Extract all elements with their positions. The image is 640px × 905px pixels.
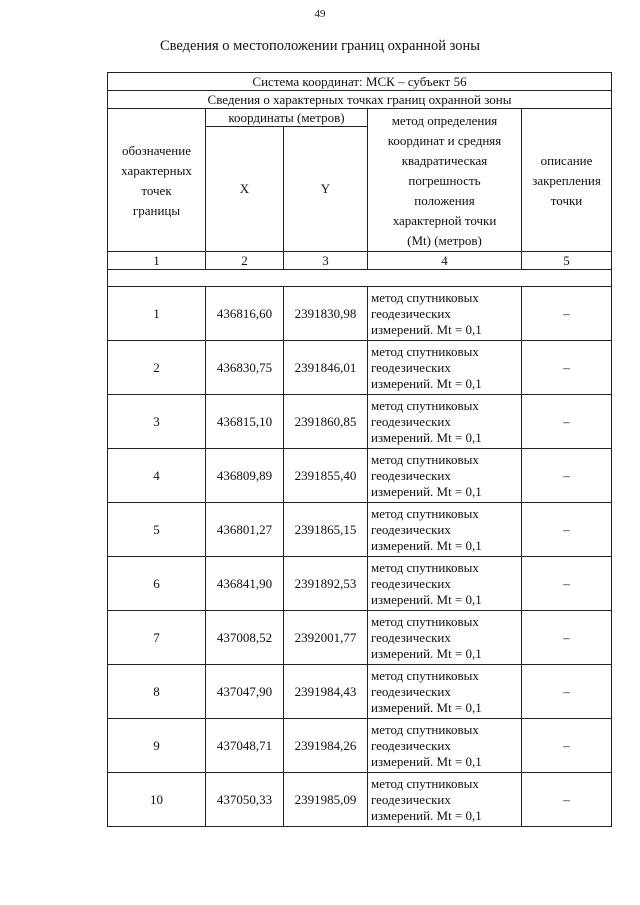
point-number: 10 bbox=[108, 773, 206, 827]
method-line: геодезических bbox=[371, 359, 451, 375]
method-line: метод спутниковых bbox=[371, 667, 479, 683]
header-point-line: обозначение bbox=[122, 143, 191, 158]
method-line: измерений. Mt = 0,1 bbox=[371, 483, 482, 499]
method-cell bbox=[368, 341, 522, 395]
header-row-1 bbox=[108, 109, 612, 127]
table-row bbox=[108, 395, 612, 449]
coord-y: 2391985,09 bbox=[284, 773, 368, 827]
point-number: 9 bbox=[108, 719, 206, 773]
coord-x: 437050,33 bbox=[206, 773, 284, 827]
coord-y: 2392001,77 bbox=[284, 611, 368, 665]
header-description-line: описание bbox=[540, 153, 593, 168]
point-number: 2 bbox=[108, 341, 206, 395]
description-cell: – bbox=[522, 449, 612, 503]
method-cell bbox=[368, 665, 522, 719]
method-line: измерений. Mt = 0,1 bbox=[371, 807, 482, 823]
coord-x: 436841,90 bbox=[206, 557, 284, 611]
column-number: 3 bbox=[284, 252, 368, 270]
description-cell: – bbox=[522, 719, 612, 773]
method-line: метод спутниковых bbox=[371, 559, 479, 575]
method-line: измерений. Mt = 0,1 bbox=[371, 375, 482, 391]
description-cell: – bbox=[522, 665, 612, 719]
header-y: Y bbox=[284, 127, 368, 252]
point-number: 3 bbox=[108, 395, 206, 449]
description-cell: – bbox=[522, 341, 612, 395]
method-cell bbox=[368, 395, 522, 449]
method-line: измерений. Mt = 0,1 bbox=[371, 645, 482, 661]
coord-x: 436830,75 bbox=[206, 341, 284, 395]
coord-y: 2391830,98 bbox=[284, 287, 368, 341]
document-title: Сведения о местоположении границ охранной зоны bbox=[159, 38, 480, 54]
description-cell: – bbox=[522, 557, 612, 611]
coord-y: 2391846,01 bbox=[284, 341, 368, 395]
table-row bbox=[108, 665, 612, 719]
coordinate-system-row bbox=[108, 73, 612, 91]
point-number: 6 bbox=[108, 557, 206, 611]
point-number: 4 bbox=[108, 449, 206, 503]
header-description-line: закрепления bbox=[532, 173, 601, 188]
table-row bbox=[108, 287, 612, 341]
column-number: 2 bbox=[206, 252, 284, 270]
header-point-line: точек bbox=[141, 183, 172, 198]
header-coords: координаты (метров) bbox=[206, 109, 368, 127]
method-line: метод спутниковых bbox=[371, 721, 479, 737]
method-line: метод спутниковых bbox=[371, 343, 479, 359]
coordinate-system-label: Система координат: МСК – субъект 56 bbox=[108, 73, 612, 91]
method-line: геодезических bbox=[371, 629, 451, 645]
description-cell: – bbox=[522, 611, 612, 665]
coord-x: 436801,27 bbox=[206, 503, 284, 557]
method-cell bbox=[368, 503, 522, 557]
header-point bbox=[108, 109, 206, 252]
method-line: измерений. Mt = 0,1 bbox=[371, 429, 482, 445]
method-line: измерений. Mt = 0,1 bbox=[371, 591, 482, 607]
method-cell bbox=[368, 449, 522, 503]
coord-x: 437048,71 bbox=[206, 719, 284, 773]
method-line: измерений. Mt = 0,1 bbox=[371, 537, 482, 553]
coord-y: 2391855,40 bbox=[284, 449, 368, 503]
column-number: 4 bbox=[368, 252, 522, 270]
description-cell: – bbox=[522, 287, 612, 341]
coord-y: 2391984,43 bbox=[284, 665, 368, 719]
method-line: метод спутниковых bbox=[371, 289, 479, 305]
coord-x: 436816,60 bbox=[206, 287, 284, 341]
description-cell: – bbox=[522, 773, 612, 827]
coord-y: 2391860,85 bbox=[284, 395, 368, 449]
method-line: измерений. Mt = 0,1 bbox=[371, 699, 482, 715]
method-line: геодезических bbox=[371, 737, 451, 753]
header-method-line: погрешность bbox=[408, 173, 481, 188]
header-method-line: квадратическая bbox=[401, 153, 488, 168]
page-number: 49 bbox=[314, 8, 326, 20]
method-line: геодезических bbox=[371, 791, 451, 807]
table-row bbox=[108, 449, 612, 503]
method-cell bbox=[368, 557, 522, 611]
method-line: метод спутниковых bbox=[371, 505, 479, 521]
empty-cell bbox=[108, 270, 612, 287]
header-method-line: (Mt) (метров) bbox=[407, 233, 482, 248]
method-line: геодезических bbox=[371, 683, 451, 699]
method-cell bbox=[368, 773, 522, 827]
method-line: измерений. Mt = 0,1 bbox=[371, 753, 482, 769]
table-subtitle: Сведения о характерных точках границ охранной зоны bbox=[108, 91, 612, 109]
table-row bbox=[108, 719, 612, 773]
method-line: измерений. Mt = 0,1 bbox=[371, 321, 482, 337]
column-number: 1 bbox=[108, 252, 206, 270]
coord-x: 437008,52 bbox=[206, 611, 284, 665]
coord-y: 2391892,53 bbox=[284, 557, 368, 611]
method-line: метод спутниковых bbox=[371, 775, 479, 791]
column-number-row bbox=[108, 252, 612, 270]
table-row bbox=[108, 773, 612, 827]
method-line: геодезических bbox=[371, 521, 451, 537]
empty-row bbox=[108, 270, 612, 287]
point-number: 5 bbox=[108, 503, 206, 557]
header-description bbox=[522, 109, 612, 252]
method-line: метод спутниковых bbox=[371, 613, 479, 629]
method-line: геодезических bbox=[371, 413, 451, 429]
coord-x: 436815,10 bbox=[206, 395, 284, 449]
coord-y: 2391984,26 bbox=[284, 719, 368, 773]
header-method-line: характерной точки bbox=[392, 213, 497, 228]
boundary-points-table bbox=[107, 72, 612, 827]
description-cell: – bbox=[522, 503, 612, 557]
point-number: 8 bbox=[108, 665, 206, 719]
method-line: метод спутниковых bbox=[371, 397, 479, 413]
description-cell: – bbox=[522, 395, 612, 449]
method-cell bbox=[368, 719, 522, 773]
method-line: геодезических bbox=[371, 305, 451, 321]
table-row bbox=[108, 557, 612, 611]
header-method-line: положения bbox=[414, 193, 475, 208]
table-row bbox=[108, 611, 612, 665]
column-number: 5 bbox=[522, 252, 612, 270]
header-description-line: точки bbox=[550, 193, 583, 208]
header-method-line: метод определения bbox=[391, 113, 498, 128]
method-line: геодезических bbox=[371, 467, 451, 483]
header-method bbox=[368, 109, 522, 252]
coord-x: 437047,90 bbox=[206, 665, 284, 719]
method-line: геодезических bbox=[371, 575, 451, 591]
table-row bbox=[108, 341, 612, 395]
coord-x: 436809,89 bbox=[206, 449, 284, 503]
table-row bbox=[108, 503, 612, 557]
point-number: 7 bbox=[108, 611, 206, 665]
header-point-line: характерных bbox=[121, 163, 192, 178]
point-number: 1 bbox=[108, 287, 206, 341]
coord-y: 2391865,15 bbox=[284, 503, 368, 557]
method-line: метод спутниковых bbox=[371, 451, 479, 467]
method-cell bbox=[368, 287, 522, 341]
header-method-line: координат и средняя bbox=[387, 133, 502, 148]
header-point-line: границы bbox=[132, 203, 181, 218]
header-x: X bbox=[206, 127, 284, 252]
info-row bbox=[108, 91, 612, 109]
method-cell bbox=[368, 611, 522, 665]
